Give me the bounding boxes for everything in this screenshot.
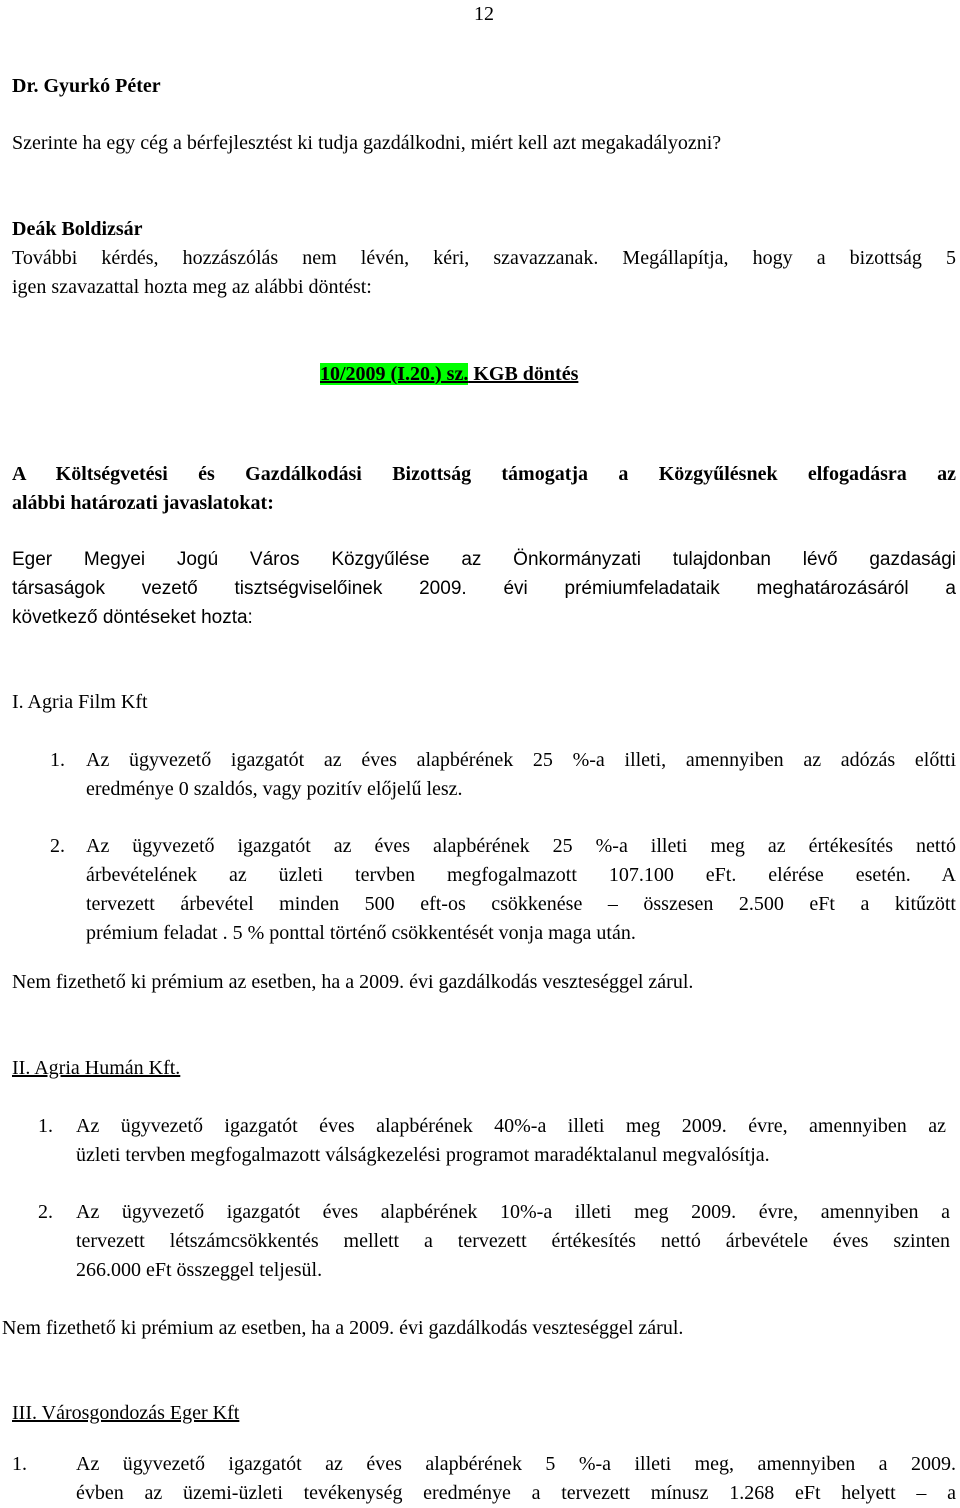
list-item	[86, 832, 956, 948]
list-number: 1.	[12, 1453, 27, 1475]
list-number: 1.	[50, 749, 65, 771]
speaker-text-line: igen szavazattal hozta meg az alábbi döntést:	[12, 276, 372, 298]
list-item-line: Az ügyvezető igazgatót az éves alapbérének 5 %-a illeti meg, amennyiben a 2009.	[76, 1453, 956, 1475]
section-heading: I. Agria Film Kft	[12, 691, 148, 713]
section-note: Nem fizethető ki prémium az esetben, ha a 2009. évi gazdálkodás veszteséggel zárul.	[12, 971, 694, 993]
committee-statement-line: A Költségvetési és Gazdálkodási Bizottság támogatja a Közgyűlésnek elfogadásra az	[12, 463, 956, 485]
list-item-line: tervezett árbevétel minden 500 eft-os csökkenése – összesen 2.500 eFt a kitűzött	[86, 893, 956, 915]
committee-statement-line: alábbi határozati javaslatokat:	[12, 492, 274, 514]
list-item-line: árbevételének az üzleti tervben megfogalmazott 107.100 eFt. elérése esetén. A	[86, 864, 956, 886]
list-item	[76, 1198, 950, 1285]
decision-title-rest: KGB döntés	[468, 363, 579, 385]
list-item-line: 266.000 eFt összeggel teljesül.	[76, 1259, 323, 1281]
resolution-intro	[12, 545, 956, 632]
decision-title	[320, 360, 578, 389]
section-note: Nem fizethető ki prémium az esetben, ha a 2009. évi gazdálkodás veszteséggel zárul.	[2, 1317, 684, 1339]
list-item-line: eredménye 0 szaldós, vagy pozitív előjelű lesz.	[86, 778, 463, 800]
list-number: 2.	[50, 835, 65, 857]
page-number: 12	[474, 3, 494, 25]
list-item	[86, 746, 956, 804]
resolution-intro-line: társaságok vezető tisztségviselőinek 2009. évi prémiumfeladataik meghatározásáról a	[12, 578, 956, 599]
list-item-line: évben az üzemi-üzleti tevékenység eredménye a tervezett mínusz 1.268 eFt helyett – a	[76, 1482, 956, 1504]
speaker-text-line: További kérdés, hozzászólás nem lévén, kéri, szavazzanak. Megállapítja, hogy a bizottság 5	[12, 247, 956, 269]
resolution-intro-line: Eger Megyei Jogú Város Közgyűlése az Önkormányzati tulajdonban lévő gazdasági	[12, 549, 956, 570]
list-item-line: Az ügyvezető igazgatót éves alapbérének 10%-a illeti meg 2009. évre, amennyiben a	[76, 1201, 950, 1223]
section-heading: II. Agria Humán Kft.	[12, 1057, 181, 1079]
list-number: 1.	[38, 1115, 53, 1137]
list-item-line: Az ügyvezető igazgatót éves alapbérének 40%-a illeti meg 2009. évre, amennyiben az	[76, 1115, 946, 1137]
list-item-line: prémium feladat . 5 % ponttal történő csökkentését vonja maga után.	[86, 922, 636, 944]
speaker-text: Szerinte ha egy cég a bérfejlesztést ki tudja gazdálkodni, miért kell azt megakadályozni?	[12, 132, 722, 154]
decision-number-highlight: 10/2009 (I.20.) sz.	[320, 363, 469, 385]
list-item	[76, 1450, 956, 1508]
list-item	[76, 1112, 946, 1170]
speaker-name: Dr. Gyurkó Péter	[12, 75, 161, 97]
list-item-line: Az ügyvezető igazgatót az éves alapbérének 25 %-a illeti, amennyiben az adózás előtti	[86, 749, 956, 771]
section-heading: III. Városgondozás Eger Kft	[12, 1402, 240, 1424]
list-item-line: tervezett létszámcsökkentés mellett a tervezett értékesítés nettó árbevétele éves szinten	[76, 1230, 950, 1252]
list-item-line: Az ügyvezető igazgatót az éves alapbérének 25 %-a illeti meg az értékesítés nettó	[86, 835, 956, 857]
speaker-name: Deák Boldizsár	[12, 218, 143, 240]
resolution-intro-line: következő döntéseket hozta:	[12, 607, 253, 628]
list-item-line: üzleti tervben megfogalmazott válságkezelési programot maradéktalanul megvalósítja.	[76, 1144, 770, 1166]
list-number: 2.	[38, 1201, 53, 1223]
